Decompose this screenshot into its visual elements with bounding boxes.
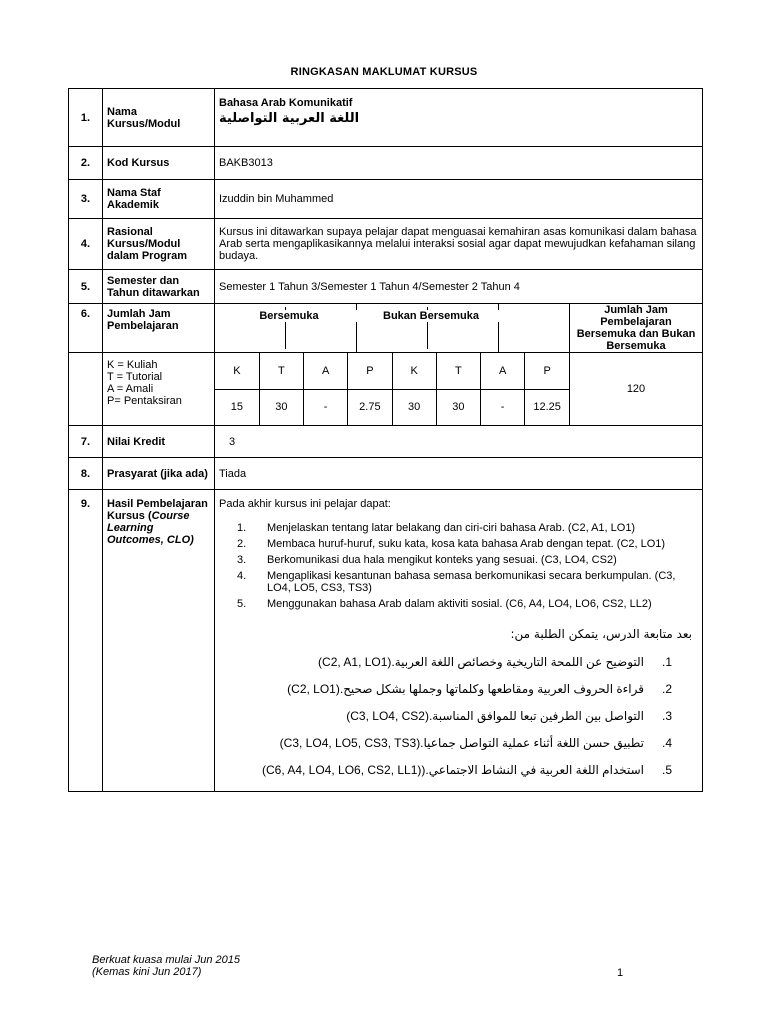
row-label: Nama Kursus/Modul xyxy=(103,89,215,147)
row-number: 2. xyxy=(69,147,103,180)
spacer-cell xyxy=(499,304,570,353)
code-cell: A xyxy=(304,353,348,389)
row-number: 6. xyxy=(69,304,103,353)
clo-item-text: Menggunakan bahasa Arab dalam aktiviti sosial. (C6, A4, LO4, LO6, CS2, LL2) xyxy=(267,598,652,610)
clo-arabic-number: .4 xyxy=(661,735,672,750)
clo-arabic-item xyxy=(219,675,698,702)
document-title: RINGKASAN MAKLUMAT KURSUS xyxy=(290,66,478,78)
hours-value-cell: - xyxy=(481,389,525,425)
clo-item-number: 3. xyxy=(237,554,247,566)
row-semester xyxy=(69,270,703,304)
clo-item-number: 2. xyxy=(237,538,247,550)
staff-value: Izuddin bin Muhammed xyxy=(215,180,703,219)
hours-value-cell: 2.75 xyxy=(348,389,392,425)
clo-arabic-text: تطبيق حسن اللغة أثناء عملية التواصل جماعيا.(C3, LO4, LO5, CS3, TS3) xyxy=(279,735,644,750)
row-number: 5. xyxy=(69,270,103,304)
clo-item-text: Membaca huruf-huruf, suku kata, kosa kata bahasa Arab dengan tepat. (C2, LO1) xyxy=(267,538,666,550)
clo-label-main: Hasil Pembelajaran Kursus ( xyxy=(107,498,208,522)
code-cell: A xyxy=(481,353,525,389)
hours-legend xyxy=(103,353,215,426)
prereq-value: Tiada xyxy=(215,458,703,490)
credit-value: 3 xyxy=(215,426,703,458)
hours-value-cell: 12.25 xyxy=(533,401,561,414)
row-number: 4. xyxy=(69,219,103,270)
clo-arabic-item xyxy=(219,648,698,675)
clo-item-number: 5. xyxy=(237,598,247,610)
course-name-malay: Bahasa Arab Komunikatif xyxy=(219,97,353,109)
row-label: Jumlah Jam Pembelajaran xyxy=(103,304,215,353)
clo-arabic-number: .2 xyxy=(661,681,672,696)
footer-line-2: (Kemas kini Jun 2017) xyxy=(92,966,202,978)
footer-line-1: Berkuat kuasa mulai Jun 2015 xyxy=(92,954,240,966)
row-label: Prasyarat (jika ada) xyxy=(103,458,215,490)
clo-item-text: Mengaplikasi kesantunan bahasa semasa berkomunikasi secara berkumpulan. (C3, LO4, LO5, CS3, TS3) xyxy=(267,570,676,594)
row-number: 9. xyxy=(69,490,103,792)
legend-amali: A = Amali xyxy=(107,383,154,395)
row-staff xyxy=(69,180,703,219)
row-number: 7. xyxy=(69,426,103,458)
code-cell: T xyxy=(436,353,480,389)
hours-grid xyxy=(215,353,569,425)
row-label: Kod Kursus xyxy=(103,147,215,180)
row-label: Semester dan Tahun ditawarkan xyxy=(103,270,215,304)
clo-item xyxy=(219,570,698,594)
hours-values-row xyxy=(215,389,569,425)
page-number: 1 xyxy=(617,967,624,979)
clo-arabic-text: التواصل بين الطرفين تبعا للموافق المناسبة.(C3, LO4, CS2) xyxy=(346,708,644,723)
clo-list-malay xyxy=(219,522,698,610)
clo-arabic-item xyxy=(219,729,698,756)
code-cell: K xyxy=(392,353,436,389)
legend-kuliah: K = Kuliah xyxy=(107,359,158,371)
row-hours-detail xyxy=(69,353,703,426)
course-name-arabic: اللغة العربية التواصلية xyxy=(219,111,360,126)
clo-item-text: Menjelaskan tentang latar belakang dan ciri-ciri bahasa Arab. (C2, A1, LO1) xyxy=(267,522,636,534)
total-hours-value: 120 xyxy=(570,353,703,426)
semester-value: Semester 1 Tahun 3/Semester 1 Tahun 4/Semester 2 Tahun 4 xyxy=(215,270,703,304)
course-info-table xyxy=(68,88,703,792)
row-number: 8. xyxy=(69,458,103,490)
legend-pentaksiran: P= Pentaksiran xyxy=(107,395,182,407)
hours-codes-row xyxy=(215,353,569,389)
hours-value-cell: 30 xyxy=(436,389,480,425)
clo-arabic-number: .3 xyxy=(661,708,672,723)
clo-item-text: Berkomunikasi dua hala mengikut konteks yang sesuai. (C3, LO4, CS2) xyxy=(267,554,617,566)
row-course-code xyxy=(69,147,703,180)
legend-tutorial: T = Tutorial xyxy=(107,371,163,383)
non-face-to-face-header: Bukan Bersemuka xyxy=(360,310,502,322)
clo-arabic-text: قراءة الحروف العربية ومقاطعها وكلماتها وجملها بشكل صحيح.(C2, LO1) xyxy=(287,681,644,696)
row-number: 3. xyxy=(69,180,103,219)
clo-item xyxy=(219,522,698,534)
face-to-face-header: Bersemuka xyxy=(218,310,360,322)
clo-arabic-number: .5 xyxy=(661,762,672,777)
clo-arabic-item xyxy=(219,702,698,729)
clo-item xyxy=(219,538,698,550)
row-rationale xyxy=(69,219,703,270)
clo-arabic-item xyxy=(219,756,698,783)
clo-content xyxy=(215,490,703,792)
code-cell: P xyxy=(525,353,569,389)
clo-arabic-text: التوضيح عن اللمحة التاريخية وخصائص اللغة العربية.(C2, A1, LO1) xyxy=(318,654,644,669)
row-number: 1. xyxy=(69,89,103,147)
clo-item xyxy=(219,554,698,566)
row-label: Rasional Kursus/Modul dalam Program xyxy=(103,219,215,270)
row-clo xyxy=(69,490,703,792)
code-cell: K xyxy=(215,353,259,389)
hours-value-cell: - xyxy=(304,389,348,425)
total-hours-header: Jumlah Jam Pembelajaran Bersemuka dan Bukan Bersemuka xyxy=(570,304,703,353)
clo-intro: Pada akhir kursus ini pelajar dapat: xyxy=(219,498,391,510)
row-prereq xyxy=(69,458,703,490)
hours-value-cell: 30 xyxy=(259,389,303,425)
course-code-value: BAKB3013 xyxy=(215,147,703,180)
row-credit xyxy=(69,426,703,458)
clo-item-number: 1. xyxy=(237,522,247,534)
rationale-value: Kursus ini ditawarkan supaya pelajar dapat menguasai kemahiran asas komunikasi dalam bahasa Arab serta mengaplikasikannya melalui interaksi sosial agar dapat mewujudkan kefahaman silang budaya. xyxy=(215,219,703,270)
clo-item xyxy=(219,598,698,610)
footer-effective xyxy=(92,954,240,978)
clo-item-number: 4. xyxy=(237,570,247,582)
empty-number-cell xyxy=(69,353,103,426)
clo-arabic-intro: بعد متابعة الدرس، يتمكن الطلبة من: xyxy=(510,627,692,641)
clo-label xyxy=(103,490,215,792)
clo-arabic-number: .1 xyxy=(661,654,672,669)
hours-value-cell: 30 xyxy=(392,389,436,425)
code-cell: P xyxy=(348,353,392,389)
clo-arabic-text: استخدام اللغة العربية في النشاط الاجتماعي.((C6, A4, LO4, LO6, CS2, LL1) xyxy=(261,762,644,777)
clo-list-arabic xyxy=(219,648,698,783)
course-name-value xyxy=(215,89,703,147)
hours-grid-cell xyxy=(215,353,570,426)
row-course-name xyxy=(69,89,703,147)
code-cell: T xyxy=(259,353,303,389)
clo-label-italic: Course Learning Outcomes, CLO) xyxy=(107,510,194,546)
row-label: Nilai Kredit xyxy=(103,426,215,458)
row-label: Nama Staf Akademik xyxy=(103,180,215,219)
hours-value-cell: 15 xyxy=(215,389,259,425)
